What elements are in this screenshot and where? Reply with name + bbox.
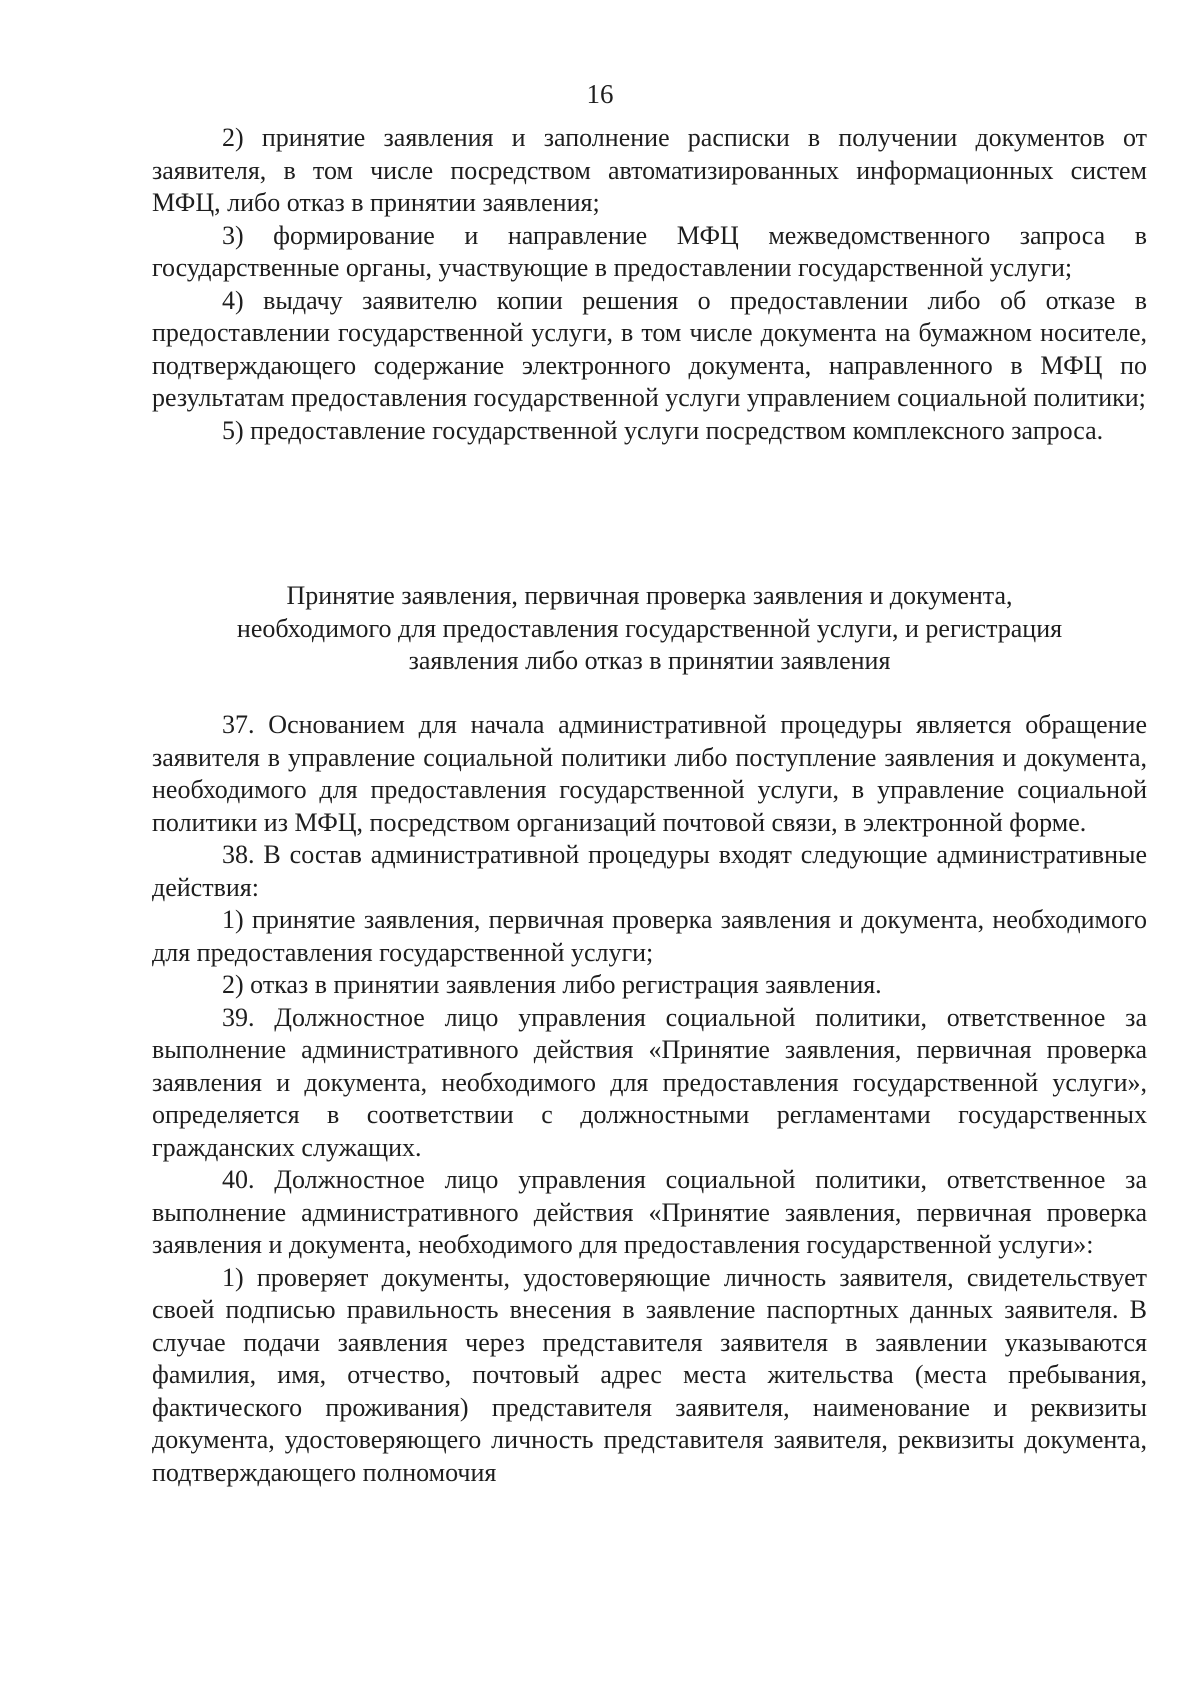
paragraph-37: 37. Основанием для начала административной процедуры является обращение заявителя в управление социальной политики либо поступление заявления и документа, необходимого для предоставления государственной услуги, в управление социальной политики из МФЦ, посредством организаций почтовой связи, в электронной форме.: [152, 710, 1147, 837]
intro-list: [152, 122, 1147, 447]
page-number: 16: [586, 79, 614, 109]
paragraph-39: 39. Должностное лицо управления социальной политики, ответственное за выполнение административного действия «Принятие заявления, первичная проверка заявления и документа, необходимого для предоставления государственной услуги», определяется в соответствии с должностными регламентами государственных гражданских служащих.: [152, 1002, 1147, 1162]
list-item: 3) формирование и направление МФЦ межведомственного запроса в государственные органы, участвующие в предоставлении государственной услуги;: [152, 220, 1147, 282]
list-item: 4) выдачу заявителю копии решения о предоставлении либо об отказе в предоставлении государственной услуги, в том числе документа на бумажном носителе, подтверждающего содержание электронного документа, направленного в МФЦ по результатам предоставления государственной услуги управлением социальной политики;: [152, 285, 1147, 412]
paragraph-38: 38. В состав административной процедуры входят следующие административные действия:: [152, 840, 1147, 902]
paragraph-38-item-1: 1) принятие заявления, первичная проверка заявления и документа, необходимого для предоставления государственной услуги;: [152, 905, 1147, 967]
paragraph-38-item-2: 2) отказ в принятии заявления либо регистрация заявления.: [222, 970, 882, 999]
section-heading: [152, 580, 1147, 678]
section-heading-line: необходимого для предоставления государственной услуги, и регистрация: [236, 613, 1063, 643]
paragraph-40: 40. Должностное лицо управления социальной политики, ответственное за выполнение административного действия «Принятие заявления, первичная проверка заявления и документа, необходимого для предоставления государственной услуги»:: [152, 1165, 1147, 1259]
section-body: [152, 709, 1147, 1489]
list-item: 5) предоставление государственной услуги посредством комплексного запроса.: [222, 415, 1104, 445]
paragraph-40-item-1: 1) проверяет документы, удостоверяющие личность заявителя, свидетельствует своей подписью правильность внесения в заявление паспортных данных заявителя. В случае подачи заявления через представителя заявителя в заявлении указываются фамилия, имя, отчество, почтовый адрес места жительства (места пребывания, фактического проживания) представителя заявителя, наименование и реквизиты документа, удостоверяющего личность представителя заявителя, реквизиты документа, подтверждающего полномочия: [152, 1262, 1147, 1487]
list-item: 2) принятие заявления и заполнение расписки в получении документов от заявителя, в том числе посредством автоматизированных информационных систем МФЦ, либо отказ в принятии заявления;: [152, 123, 1147, 217]
section-heading-line: заявления либо отказ в принятии заявления: [408, 646, 891, 675]
section-heading-line: Принятие заявления, первичная проверка заявления и документа,: [286, 581, 1013, 610]
